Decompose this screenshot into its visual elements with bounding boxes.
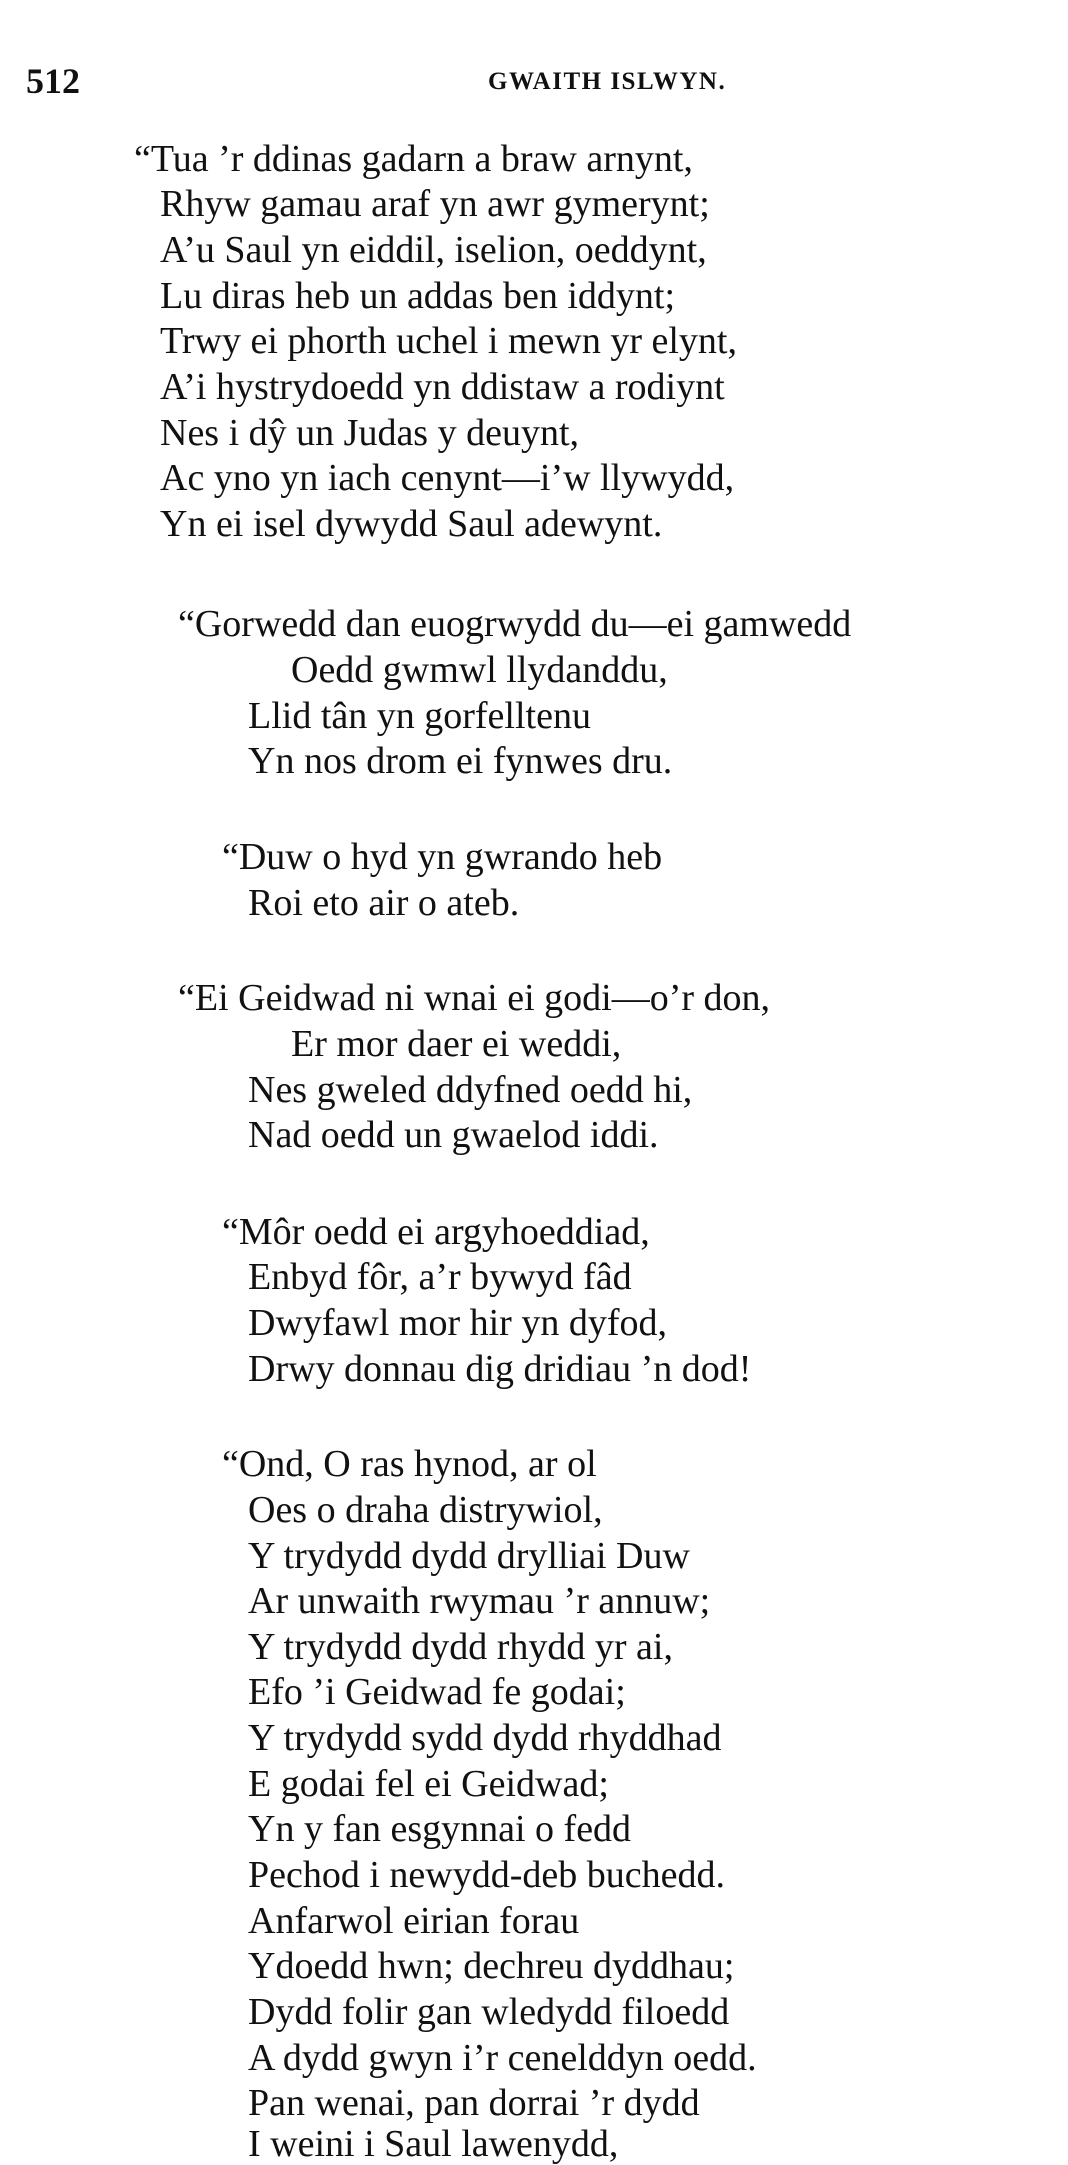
- poem-line: A’i hystrydoedd yn ddistaw a rodiynt: [160, 366, 725, 408]
- poem-line: Lu diras heb un addas ben iddynt;: [160, 275, 676, 317]
- poem-line: Nes i dŷ un Judas y deuynt,: [160, 412, 580, 454]
- running-title: GWAITH ISLWYN.: [488, 68, 727, 95]
- poem-line: Y trydydd dydd drylliai Duw: [248, 1535, 690, 1577]
- poem-line: Yn nos drom ei fynwes dru.: [248, 740, 673, 782]
- poem-line: “Duw o hyd yn gwrando heb: [222, 836, 663, 878]
- poem-line: Nad oedd un gwaelod iddi.: [248, 1114, 659, 1156]
- poem-line: “Ei Geidwad ni wnai ei godi—o’r don,: [178, 977, 771, 1019]
- poem-line: Roi eto air o ateb.: [248, 882, 520, 924]
- poem-line: Dwyfawl mor hir yn dyfod,: [248, 1302, 667, 1344]
- page-number: 512: [26, 61, 80, 101]
- poem-line: Y trydydd sydd dydd rhyddhad: [248, 1717, 722, 1759]
- poem-line: A’u Saul yn eiddil, iselion, oeddynt,: [160, 229, 707, 271]
- poem-line: “Gorwedd dan euogrwydd du—ei gamwedd: [178, 603, 852, 645]
- poem-line: Y trydydd dydd rhydd yr ai,: [248, 1626, 673, 1668]
- poem-line: Oes o draha distrywiol,: [248, 1489, 603, 1531]
- poem-line: Yn y fan esgynnai o fedd: [248, 1808, 632, 1850]
- poem-line: “Ond, O ras hynod, ar ol: [222, 1443, 597, 1485]
- poem-line: Pan wenai, pan dorrai ’r dydd: [248, 2082, 700, 2124]
- poem-line: Ydoedd hwn; dechreu dyddhau;: [248, 1945, 735, 1987]
- poem-line: E godai fel ei Geidwad;: [248, 1763, 609, 1805]
- poem-line: “Tua ’r ddinas gadarn a braw arnynt,: [134, 138, 693, 180]
- poem-line: Oedd gwmwl llydanddu,: [291, 649, 668, 691]
- poem-line: Yn ei isel dywydd Saul adewynt.: [160, 503, 663, 545]
- poem-line: Anfarwol eirian forau: [248, 1900, 580, 1942]
- poem-line: I weini i Saul lawenydd,: [248, 2123, 619, 2165]
- poem-line: Er mor daer ei weddi,: [291, 1023, 622, 1065]
- poem-line: “Môr oedd ei argyhoeddiad,: [222, 1211, 650, 1253]
- poem-line: Llid tân yn gorfelltenu: [248, 695, 591, 737]
- poem-line: Enbyd fôr, a’r bywyd fâd: [248, 1256, 632, 1298]
- poem-line: Pechod i newydd-deb buchedd.: [248, 1854, 725, 1896]
- poem-line: Dydd folir gan wledydd filoedd: [248, 1991, 730, 2033]
- poem-line: Rhyw gamau araf yn awr gymerynt;: [160, 183, 710, 225]
- poem-line: Ar unwaith rwymau ’r annuw;: [248, 1580, 711, 1622]
- poem-line: Trwy ei phorth uchel i mewn yr elynt,: [160, 320, 737, 362]
- poem-line: Ac yno yn iach cenynt—i’w llywydd,: [160, 457, 735, 499]
- poem-line: Drwy donnau dig dridiau ’n dod!: [248, 1348, 752, 1390]
- poem-line: Nes gweled ddyfned oedd hi,: [248, 1069, 693, 1111]
- poem-line: A dydd gwyn i’r cenelddyn oedd.: [248, 2037, 757, 2079]
- poem-line: Efo ’i Geidwad fe godai;: [248, 1671, 626, 1713]
